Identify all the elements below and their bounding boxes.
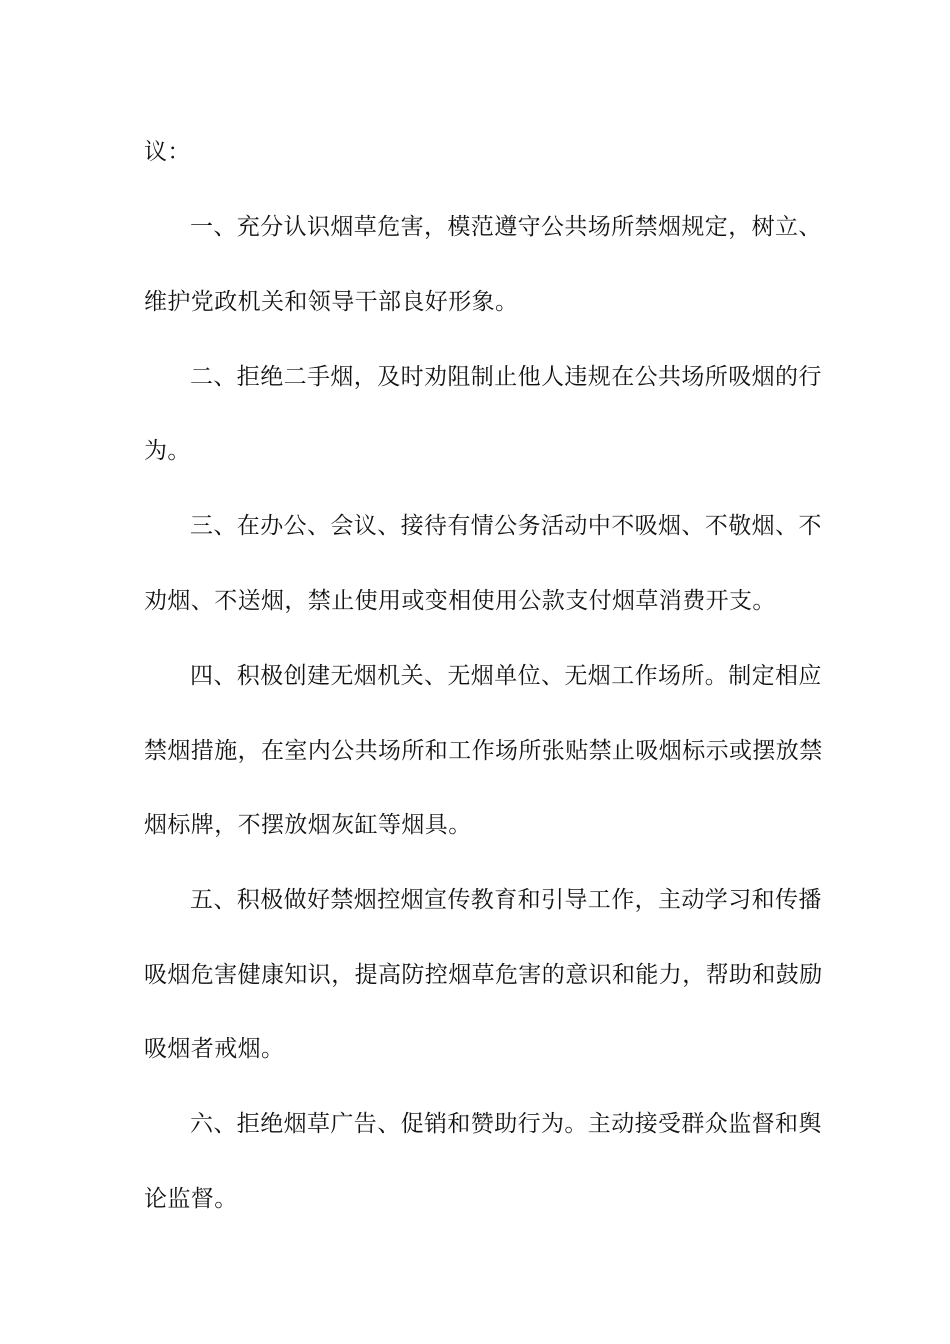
item-6-line-2: 论监督。 [144, 1186, 238, 1212]
item-4-line-3: 烟标牌，不摆放烟灰缸等烟具。 [144, 812, 472, 838]
item-2-line-2: 为。 [144, 438, 191, 464]
item-4-line-2: 禁烟措施，在室内公共场所和工作场所张贴禁止吸烟标示或摆放禁 [144, 738, 823, 764]
text-line-continuation: 议： [144, 139, 191, 165]
item-4-line-1: 四、积极创建无烟机关、无烟单位、无烟工作场所。制定相应 [190, 663, 822, 689]
item-2-line-1: 二、拒绝二手烟，及时劝阻制止他人违规在公共场所吸烟的行 [190, 364, 822, 390]
item-5-line-2: 吸烟危害健康知识，提高防控烟草危害的意识和能力，帮助和鼓励 [144, 962, 823, 988]
item-1-line-2: 维护党政机关和领导干部良好形象。 [144, 289, 519, 315]
item-5-line-3: 吸烟者戒烟。 [144, 1036, 285, 1062]
item-3-line-1: 三、在办公、会议、接待有情公务活动中不吸烟、不敬烟、不 [190, 513, 822, 539]
item-5-line-1: 五、积极做好禁烟控烟宣传教育和引导工作，主动学习和传播 [190, 887, 822, 913]
item-6-line-1: 六、拒绝烟草广告、促销和赞助行为。主动接受群众监督和舆 [190, 1111, 822, 1137]
item-1-line-1: 一、充分认识烟草危害，模范遵守公共场所禁烟规定，树立、 [190, 214, 822, 240]
item-3-line-2: 劝烟、不送烟，禁止使用或变相使用公款支付烟草消费开支。 [144, 588, 776, 614]
